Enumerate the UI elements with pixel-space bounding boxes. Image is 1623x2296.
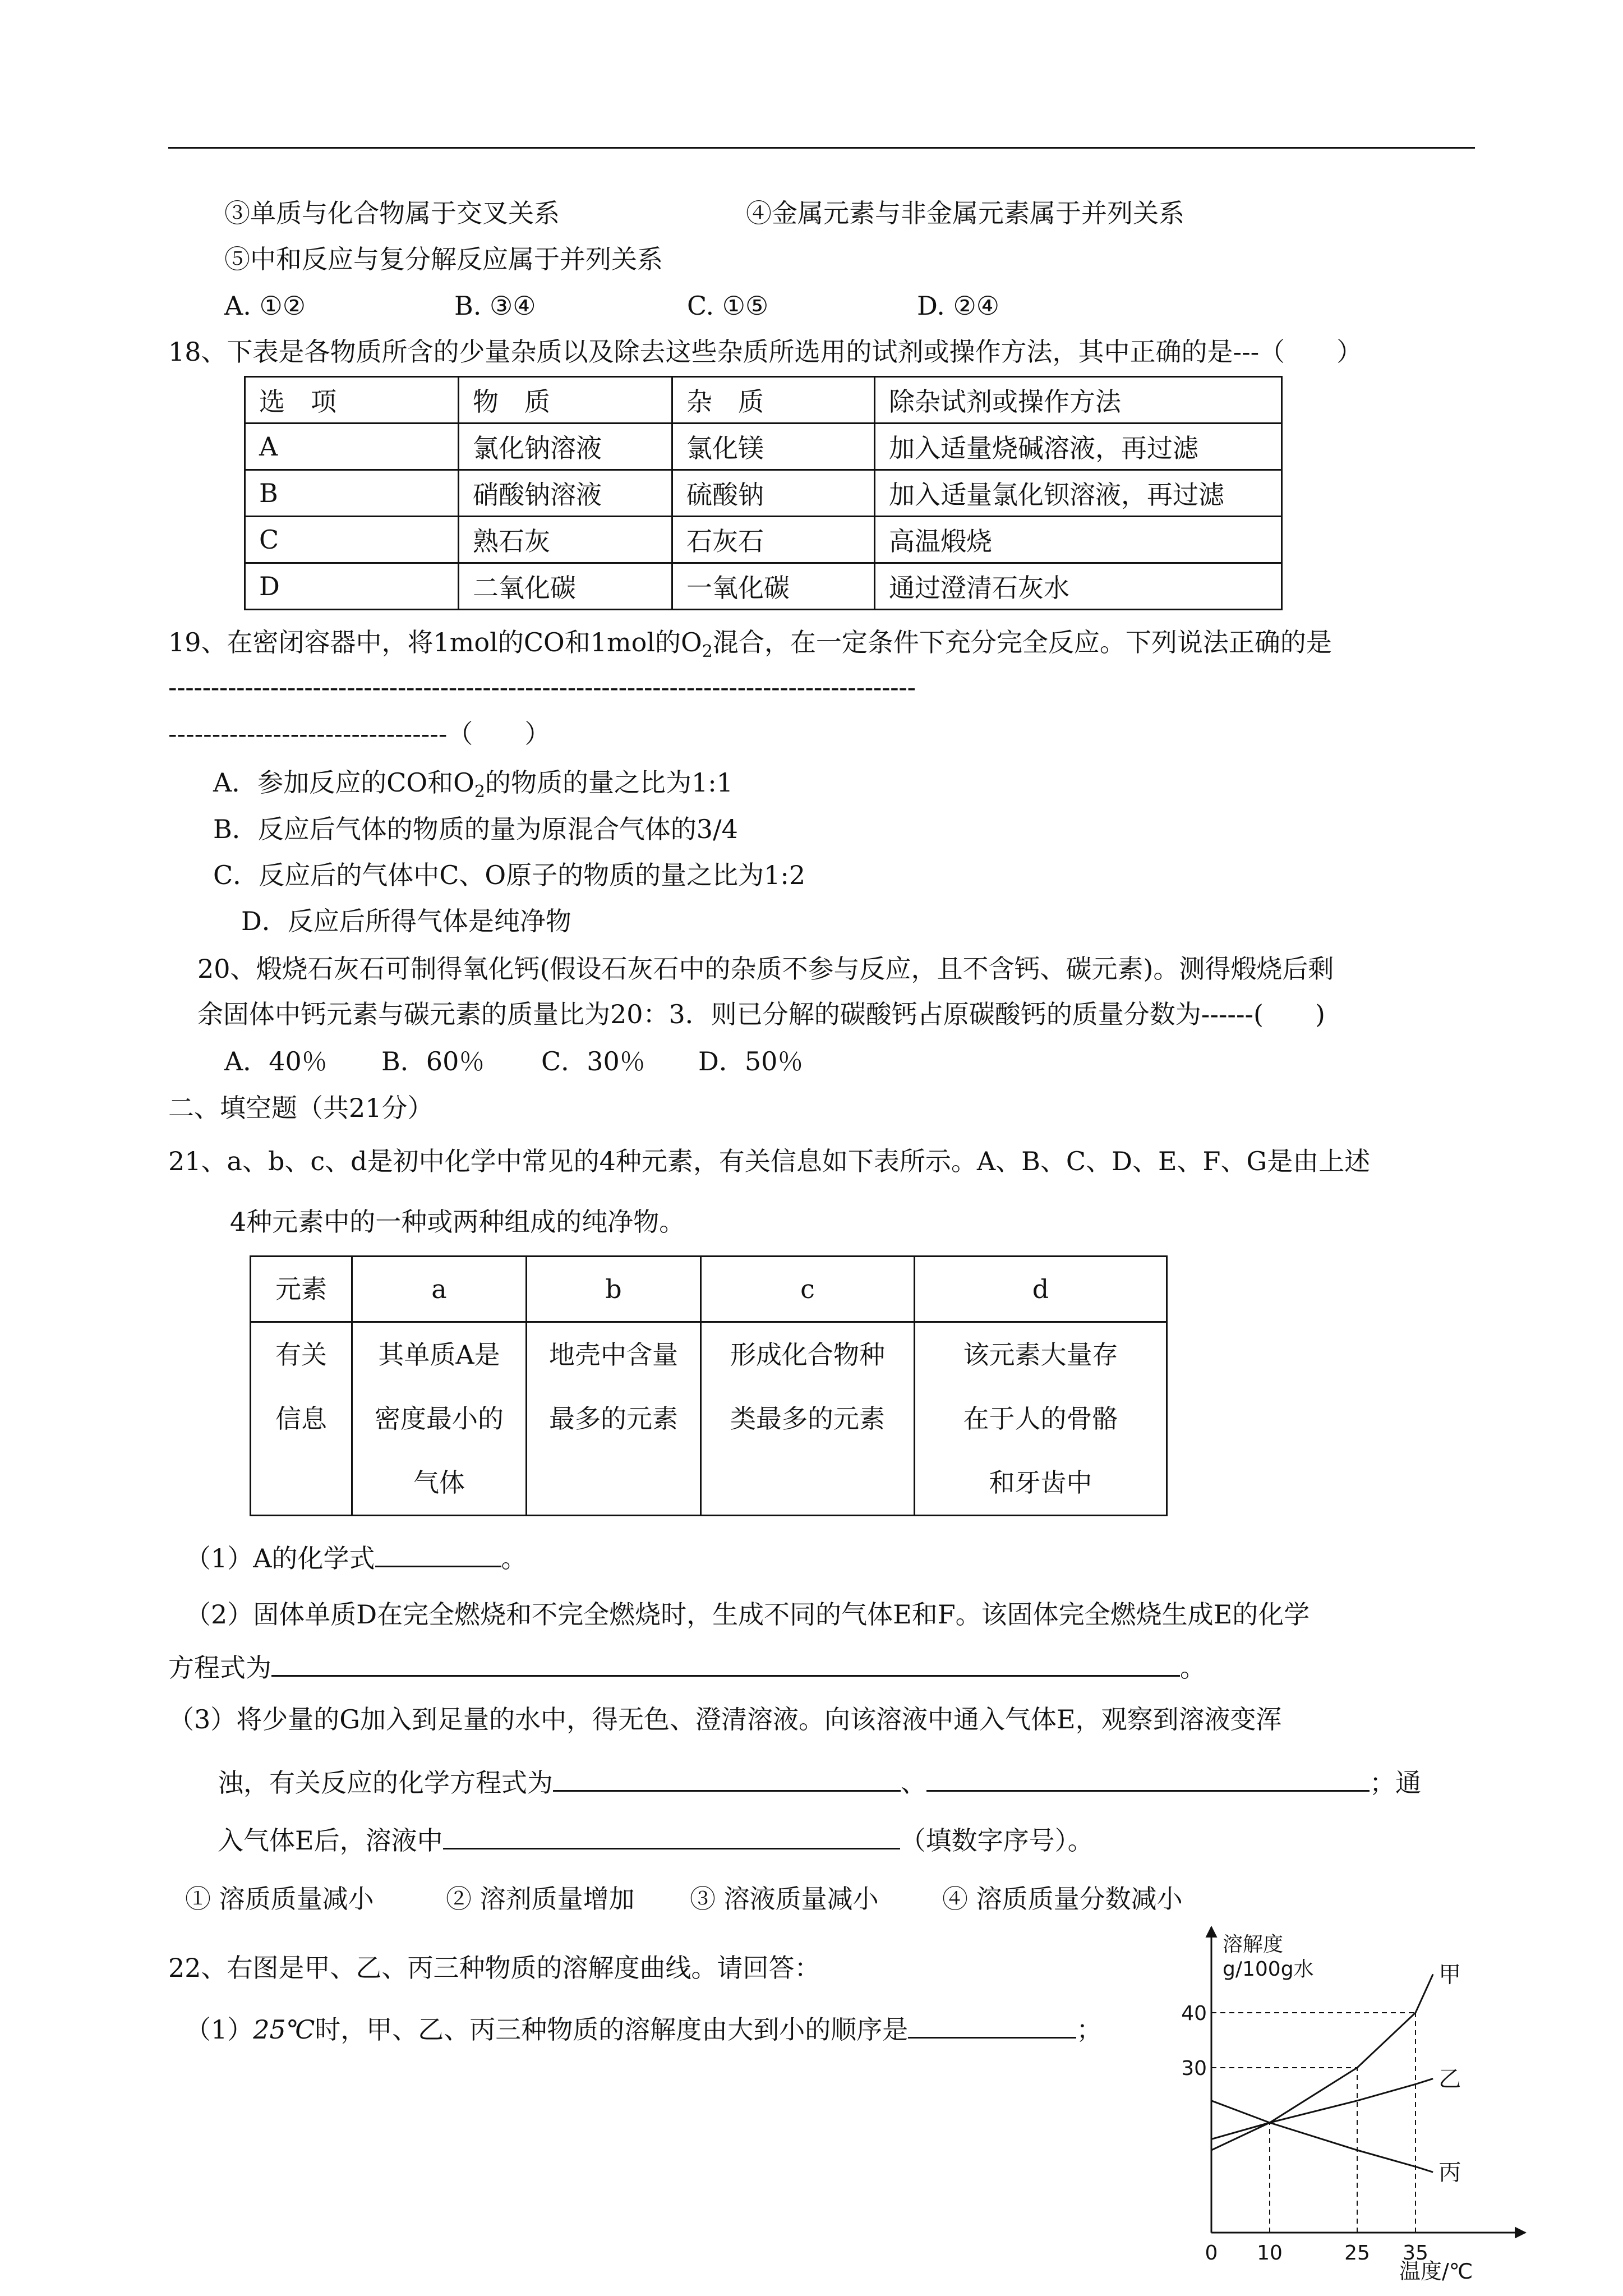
q21-part-3-hint: （填数字序号）。 — [900, 1825, 1094, 1856]
table-header-cell: b — [527, 1257, 701, 1322]
table-cell — [251, 1322, 352, 1516]
table-header-cell: c — [701, 1257, 915, 1322]
answer-blank[interactable] — [926, 1764, 1370, 1792]
q22-part-1-temp: 25℃ — [253, 2014, 315, 2045]
table-header-cell: 除杂试剂或操作方法 — [875, 377, 1282, 424]
q19-option-a-text: A．参加反应的CO和O — [213, 767, 474, 798]
y-axis-label-line-2: g/100g水 — [1223, 1958, 1314, 1981]
q19-option-a-subscript: 2 — [474, 782, 485, 802]
table-header-cell: a — [352, 1257, 527, 1322]
answer-blank[interactable] — [375, 1540, 501, 1567]
q21-table — [250, 1255, 1168, 1516]
table-row — [245, 517, 1282, 563]
table-row — [251, 1257, 1167, 1322]
table-cell: 加入适量氯化钡溶液，再过滤 — [875, 470, 1282, 517]
q20-option-b: B．60％ — [381, 1046, 485, 1076]
table-cell-line: 信息 — [275, 1404, 327, 1434]
prev-option-a: A. ①② — [224, 291, 306, 321]
table-row — [245, 424, 1282, 470]
q21-part-1 — [185, 1540, 527, 1575]
table-cell: B — [245, 470, 459, 517]
table-cell-line: 形成化合物种 — [730, 1340, 885, 1370]
q21-part-2-label: 方程式为 — [168, 1653, 271, 1683]
q20-line-1: 20、煅烧石灰石可制得氧化钙(假设石灰石中的杂质不参与反应，且不含钙、碳元素)。测得煅烧后剩 — [197, 954, 1334, 984]
prev-line-3: ③单质与化合物属于交叉关系 — [224, 198, 560, 228]
table-cell-line: 其单质A是 — [378, 1340, 500, 1370]
table-header-cell: 物 质 — [459, 377, 672, 424]
series-line-乙 — [1211, 2079, 1433, 2139]
table-cell: 氯化钠溶液 — [459, 424, 672, 470]
x-tick-label: 25 — [1344, 2242, 1370, 2265]
table-cell: A — [245, 424, 459, 470]
q21-part-3-line-3 — [218, 1822, 1094, 1857]
q22-part-1-text: 时，甲、乙、丙三种物质的溶解度由大到小的顺序是 — [315, 2014, 909, 2045]
q22-stem: 22、右图是甲、乙、丙三种物质的溶解度曲线。请回答： — [168, 1953, 820, 1983]
table-cell-line: 该元素大量存 — [963, 1340, 1118, 1370]
table-cell-line: 在于人的骨骼 — [963, 1404, 1118, 1434]
table-cell-line: 类最多的元素 — [730, 1404, 885, 1434]
y-tick-label: 40 — [1181, 2002, 1207, 2025]
table-cell: 氯化镁 — [672, 424, 875, 470]
q21-part-3-label: 浊，有关反应的化学方程式为 — [218, 1768, 553, 1798]
table-cell — [701, 1322, 915, 1516]
q19-option-a — [213, 766, 733, 809]
q21-choice-3: ③ 溶液质量减小 — [690, 1884, 879, 1914]
answer-blank[interactable] — [443, 1822, 900, 1849]
table-cell-line: 密度最小的 — [375, 1404, 504, 1434]
table-cell-line: 有关 — [275, 1340, 327, 1370]
q18-table — [244, 376, 1283, 610]
q21-choice-1: ① 溶质质量减小 — [185, 1884, 374, 1914]
table-row — [245, 377, 1282, 424]
q20-option-a: A．40％ — [224, 1046, 328, 1076]
table-row — [251, 1322, 1167, 1516]
table-cell: 一氧化碳 — [672, 563, 875, 610]
q22-part-1-end: ； — [1076, 2014, 1103, 2045]
table-cell — [527, 1322, 701, 1516]
q21-part-3-tail: ；通 — [1370, 1768, 1421, 1798]
table-cell-line: 和牙齿中 — [989, 1467, 1092, 1498]
y-tick-label: 30 — [1181, 2057, 1207, 2080]
prev-option-b: B. ③④ — [454, 291, 536, 321]
q21-choice-4: ④ 溶质质量分数减小 — [942, 1884, 1183, 1914]
prev-option-c: C. ①⑤ — [687, 291, 769, 321]
table-header-cell: 杂 质 — [672, 377, 875, 424]
x-tick-label: 0 — [1205, 2242, 1218, 2265]
q21-choice-2: ② 溶剂质量增加 — [446, 1884, 635, 1914]
table-cell-line: 气体 — [413, 1467, 465, 1498]
q19-stem-subscript: 2 — [702, 642, 713, 662]
solubility-chart — [1178, 1918, 1570, 2283]
table-cell: 高温煅烧 — [875, 517, 1282, 563]
answer-blank[interactable] — [908, 2011, 1076, 2039]
table-cell — [915, 1322, 1167, 1516]
table-cell: 熟石灰 — [459, 517, 672, 563]
answer-blank[interactable] — [271, 1649, 1180, 1677]
y-axis-label — [1223, 1933, 1314, 1981]
q21-part-3-sep: 、 — [901, 1768, 926, 1798]
table-cell: D — [245, 563, 459, 610]
prev-line-5: ⑤中和反应与复分解反应属于并列关系 — [224, 244, 663, 274]
q19-stem-a: 19、在密闭容器中，将1mol的CO和1mol的O — [168, 627, 702, 657]
q21-part-1-end: 。 — [501, 1543, 527, 1573]
table-cell: 硝酸钠溶液 — [459, 470, 672, 517]
table-cell: C — [245, 517, 459, 563]
answer-blank[interactable] — [553, 1764, 901, 1792]
table-header-cell: 选 项 — [245, 377, 459, 424]
table-header-cell: d — [915, 1257, 1167, 1322]
q19-stem-b: 混合，在一定条件下充分完全反应。下列说法正确的是 — [712, 627, 1332, 657]
table-cell: 二氧化碳 — [459, 563, 672, 610]
q21-part-2-line-2 — [168, 1649, 1206, 1685]
series-label-丙: 丙 — [1438, 2160, 1461, 2186]
prev-option-d: D. ②④ — [917, 291, 999, 321]
q19-dash-line-1: ---------------------------------------------------------------------------------------- — [168, 672, 916, 702]
table-cell — [352, 1322, 527, 1516]
q21-part-1-label: （1）A的化学式 — [185, 1543, 375, 1573]
series-line-甲 — [1211, 1974, 1433, 2150]
q20-option-c: C．30％ — [541, 1046, 645, 1076]
q21-part-3-line-2 — [218, 1764, 1421, 1800]
prev-line-4: ④金属元素与非金属元素属于并列关系 — [746, 198, 1184, 228]
q19-stem — [168, 625, 1332, 669]
x-tick-label: 35 — [1403, 2242, 1428, 2265]
q22-part-1 — [185, 2011, 1102, 2046]
q21-part-3-prompt: 入气体E后，溶液中 — [218, 1825, 443, 1856]
table-cell: 加入适量烧碱溶液，再过滤 — [875, 424, 1282, 470]
y-axis-label-line-1: 溶解度 — [1223, 1933, 1284, 1956]
q21-line-1: 21、a、b、c、d是初中化学中常见的4种元素，有关信息如下表所示。A、B、C、D、E、F、G是由上述 — [168, 1146, 1371, 1176]
q19-option-c: C．反应后的气体中C、O原子的物质的量之比为1:2 — [213, 860, 806, 890]
series-label-乙: 乙 — [1438, 2066, 1461, 2092]
table-header-cell: 元素 — [251, 1257, 352, 1322]
q19-option-b: B．反应后气体的物质的量为原混合气体的3/4 — [213, 814, 738, 844]
q19-option-d: D．反应后所得气体是纯净物 — [241, 906, 571, 936]
x-axis-label: 温度/℃ — [1399, 2259, 1473, 2283]
q19-dash-line-2: --------------------------------（ ） — [168, 719, 551, 749]
x-tick-label: 10 — [1257, 2242, 1283, 2265]
table-cell: 硫酸钠 — [672, 470, 875, 517]
table-row — [245, 563, 1282, 610]
q21-part-3-line-1: （3）将少量的G加入到足量的水中，得无色、澄清溶液。向该溶液中通入气体E，观察到溶液变浑 — [168, 1704, 1282, 1734]
table-cell-line: 最多的元素 — [549, 1404, 678, 1434]
q21-line-2: 4种元素中的一种或两种组成的纯净物。 — [230, 1207, 685, 1237]
table-cell: 通过澄清石灰水 — [875, 563, 1282, 610]
q19-option-a-tail: 的物质的量之比为1:1 — [485, 767, 733, 798]
header-rule — [168, 147, 1475, 149]
q20-option-d: D．50％ — [698, 1046, 804, 1076]
series-line-丙 — [1211, 2101, 1433, 2172]
q22-part-1-label: （1） — [185, 2014, 253, 2045]
q21-part-2-end: 。 — [1180, 1653, 1206, 1683]
q21-part-2-line-1: （2）固体单质D在完全燃烧和不完全燃烧时，生成不同的气体E和F。该固体完全燃烧生成E的化学 — [185, 1599, 1310, 1630]
table-row — [245, 470, 1282, 517]
q20-line-2: 余固体中钙元素与碳元素的质量比为20：3．则已分解的碳酸钙占原碳酸钙的质量分数为------( ) — [197, 999, 1325, 1029]
q18-stem: 18、下表是各物质所含的少量杂质以及除去这些杂质所选用的试剂或操作方法，其中正确的是---（ ） — [168, 337, 1363, 367]
series-label-甲: 甲 — [1438, 1962, 1461, 1988]
section-2-heading: 二、填空题（共21分） — [168, 1093, 434, 1123]
table-cell: 石灰石 — [672, 517, 875, 563]
table-cell-line: 地壳中含量 — [549, 1340, 678, 1370]
